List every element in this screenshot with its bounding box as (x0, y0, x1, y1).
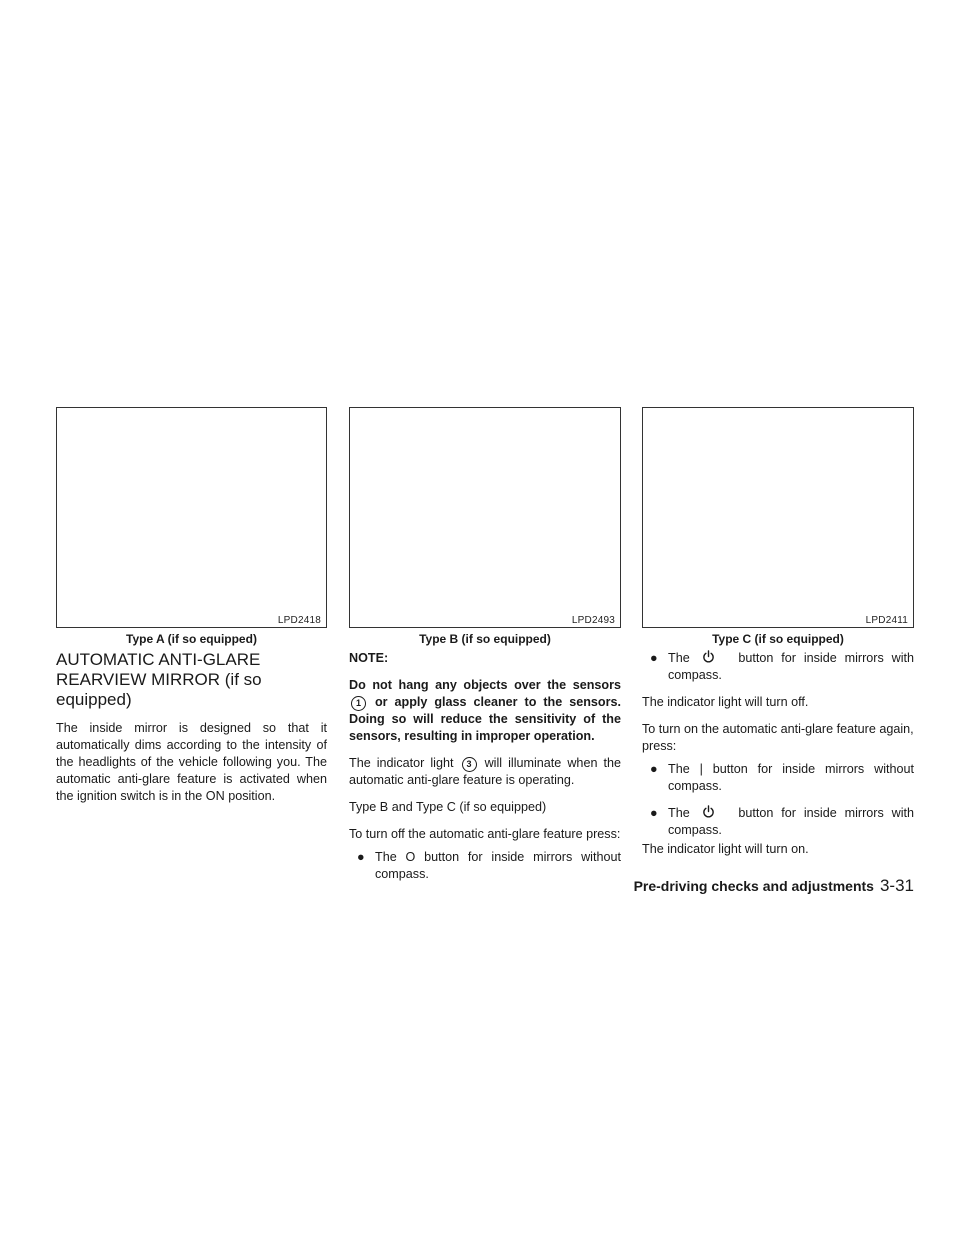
bullet-text: The | button for inside mirrors without compass. (668, 762, 914, 793)
figure-type-b (349, 407, 621, 628)
bullet-text-before: The (668, 651, 690, 665)
turn-off-bullet-1 (349, 849, 621, 883)
note-text (349, 677, 621, 745)
note-heading: NOTE: (349, 651, 389, 665)
column-1 (56, 650, 327, 815)
note-text-before: Do not hang any objects over the sensors (349, 678, 621, 692)
figure-type-c (642, 407, 914, 628)
turn-off-result: The indicator light will turn off. (642, 695, 809, 709)
footer-section-title: Pre-driving checks and adjustments (633, 878, 874, 894)
figure-caption: Type A (if so equipped) (126, 632, 257, 646)
column-2 (349, 650, 621, 893)
figure-type-a (56, 407, 327, 628)
bullet-dot: ● (650, 651, 658, 665)
bullet-dot: ● (650, 806, 658, 820)
bullet-text-before: The (668, 806, 690, 820)
turn-on-bullet-1 (642, 761, 914, 795)
section-title-line2: REARVIEW MIRROR (if so equipped) (56, 670, 262, 709)
turn-off-intro: To turn off the automatic anti-glare feature press: (349, 827, 621, 841)
section-title-line1: AUTOMATIC ANTI-GLARE (56, 650, 261, 669)
figure-code: LPD2418 (277, 615, 321, 626)
turn-on-intro: To turn on the automatic anti-glare feature again, press: (642, 722, 914, 753)
turn-off-bullet-2 (642, 650, 914, 684)
indicator-paragraph (349, 755, 621, 789)
indicator-before: The indicator light (349, 756, 454, 770)
note-text-after: or apply glass cleaner to the sensors. Doing so will reduce the sensitivity of the sensors, resulting in improper operation. (349, 695, 622, 743)
section-title (56, 650, 327, 710)
intro-paragraph: The inside mirror is designed so that it automatically dims according to the intensity of the headlights of the vehicle following you. The automatic anti-glare feature is activated when the ignition switch is in the ON position. (56, 721, 327, 803)
bullet-text: The O button for inside mirrors without compass. (375, 850, 621, 881)
turn-on-result: The indicator light will turn on. (642, 842, 809, 856)
turn-on-bullet-2 (642, 805, 914, 839)
indicator-after: will illuminate when the automatic anti-glare feature is operating. (349, 756, 621, 787)
bullet-dot: ● (357, 850, 365, 864)
figure-code: LPD2411 (865, 615, 908, 626)
figure-code: LPD2493 (571, 615, 615, 626)
power-icon (702, 805, 715, 818)
power-icon (702, 650, 715, 663)
figure-caption: Type C (if so equipped) (712, 632, 844, 646)
column-3 (642, 650, 914, 868)
bullet-text-after: button for inside mirrors with compass. (668, 806, 915, 837)
types-line: Type B and Type C (if so equipped) (349, 800, 547, 814)
bullet-dot: ● (650, 762, 658, 776)
figure-caption: Type B (if so equipped) (419, 632, 551, 646)
indicator-marker-3: 3 (462, 757, 477, 772)
bullet-text-after: button for inside mirrors with compass. (668, 651, 915, 682)
sensor-marker-1: 1 (351, 696, 366, 711)
page-footer (634, 876, 914, 896)
page-number: 3-31 (879, 876, 914, 895)
